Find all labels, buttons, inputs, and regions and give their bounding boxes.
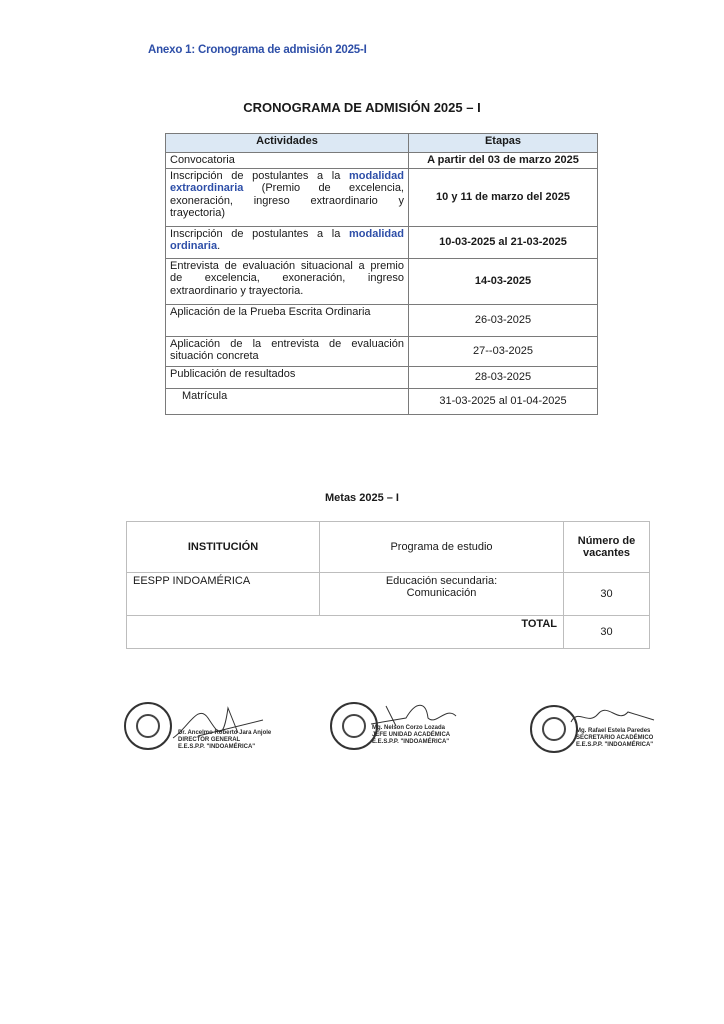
signature-label-3: [576, 728, 653, 749]
signer-role: JEFE UNIDAD ACADÉMICA: [372, 732, 451, 738]
activity-cell: Matrícula: [166, 388, 409, 414]
vacancies-cell: 30: [564, 573, 650, 616]
activity-text: Inscripción de postulantes a la: [170, 227, 349, 240]
table-row: [127, 573, 650, 616]
schedule-title: CRONOGRAMA DE ADMISIÓN 2025 – I: [243, 100, 481, 115]
stage-cell: A partir del 03 de marzo 2025: [409, 153, 598, 169]
signer-name: Mg. Nelson Corzo Lozada: [372, 725, 446, 731]
table-row: [166, 304, 598, 336]
signer-institution: E.E.S.P.P. "INDOAMÉRICA": [576, 742, 654, 748]
table-row: [166, 336, 598, 366]
activity-cell: [166, 168, 409, 226]
table-row: [166, 388, 598, 414]
activity-text: Inscripción de postulantes a la: [170, 169, 349, 182]
activity-cell: Publicación de resultados: [166, 366, 409, 388]
table-row: [166, 153, 598, 169]
header-vacancies: Número de vacantes: [564, 522, 650, 573]
table-row: [166, 226, 598, 258]
table-row: [166, 168, 598, 226]
total-label: TOTAL: [127, 616, 564, 649]
goals-table: [126, 521, 650, 649]
table-row: [166, 258, 598, 304]
schedule-table: [165, 133, 598, 415]
signature-label-1: [178, 730, 271, 751]
header-program: Programa de estudio: [320, 522, 564, 573]
signer-institution: E.E.S.P.P. "INDOAMÉRICA": [178, 744, 256, 750]
signer-role: SECRETARIO ACADÉMICO: [576, 735, 654, 741]
activity-cell: Entrevista de evaluación situacional a premio de excelencia, exoneración, ingreso extraordinario y trayectoria.: [166, 258, 409, 304]
activity-cell: Convocatoria: [166, 153, 409, 169]
highlight-text: modalidad extraordinaria: [170, 169, 404, 194]
stage-cell: 14-03-2025: [409, 258, 598, 304]
highlight-text: modalidad ordinaria: [170, 227, 404, 252]
stage-cell: 26-03-2025: [409, 304, 598, 336]
activity-text: (Premio de excelencia, exoneración, ingreso extraordinario y trayectoria): [170, 182, 404, 219]
signature-scribble: [568, 706, 658, 730]
goals-title: Metas 2025 – I: [325, 492, 399, 504]
signer-role: DIRECTOR GENERAL: [178, 737, 241, 743]
stage-cell: 31-03-2025 al 01-04-2025: [409, 388, 598, 414]
total-value: 30: [564, 616, 650, 649]
schedule-header-row: [166, 134, 598, 153]
header-stages: Etapas: [409, 134, 598, 153]
total-row: [127, 616, 650, 649]
stage-cell: 10 y 11 de marzo del 2025: [409, 168, 598, 226]
header-activities: Actividades: [166, 134, 409, 153]
activity-cell: Aplicación de la Prueba Escrita Ordinaria: [166, 304, 409, 336]
table-row: [166, 366, 598, 388]
institution-cell: EESPP INDOAMÉRICA: [127, 573, 320, 616]
signature-label-2: [372, 725, 450, 746]
activity-cell: Aplicación de la entrevista de evaluación situación concreta: [166, 336, 409, 366]
annex-title: Anexo 1: Cronograma de admisión 2025-I: [148, 44, 367, 56]
stage-cell: 10-03-2025 al 21-03-2025: [409, 226, 598, 258]
activity-text: .: [217, 240, 221, 252]
stage-cell: 28-03-2025: [409, 366, 598, 388]
signer-institution: E.E.S.P.P. "INDOAMÉRICA": [372, 739, 450, 745]
stage-cell: 27--03-2025: [409, 336, 598, 366]
goals-header-row: [127, 522, 650, 573]
seal-stamp: [124, 702, 172, 750]
program-cell: Educación secundaria: Comunicación: [320, 573, 564, 616]
header-institution: INSTITUCIÓN: [127, 522, 320, 573]
signer-name: Dr. Ancelmo Roberto Jara Anjole: [178, 730, 272, 736]
activity-cell: [166, 226, 409, 258]
signer-name: Mg. Rafael Estela Paredes: [576, 728, 651, 734]
